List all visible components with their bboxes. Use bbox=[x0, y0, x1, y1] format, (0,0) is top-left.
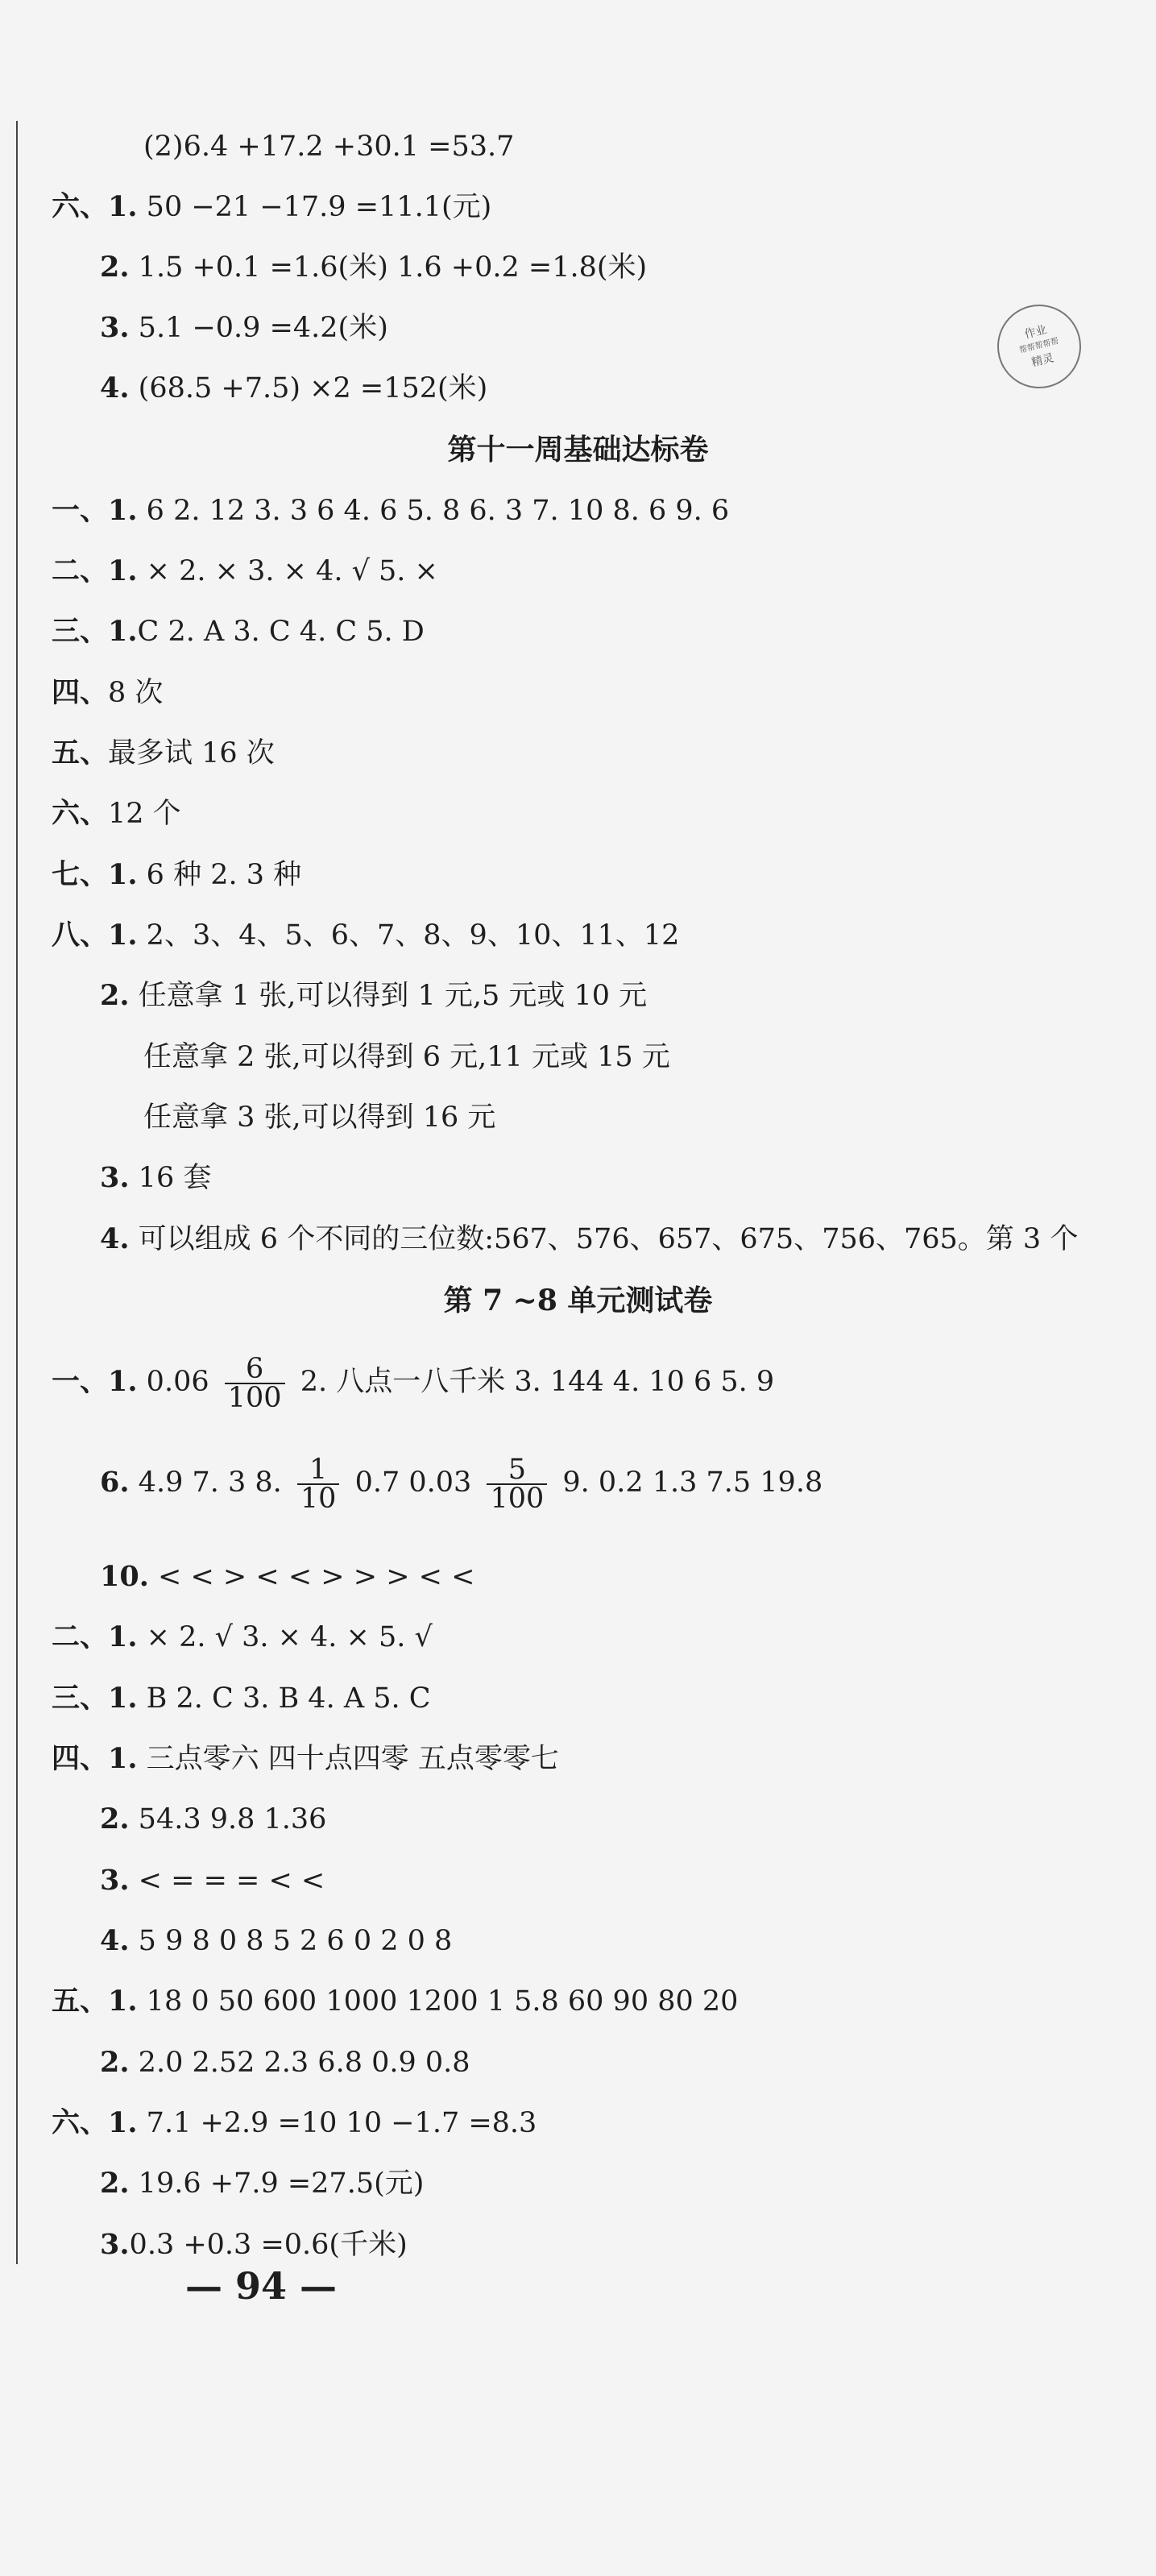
section-heading: 第 7 ~8 单元测试卷 bbox=[443, 1284, 713, 1317]
answer-text: C 2. A 3. C 4. C 5. D bbox=[137, 616, 425, 648]
question-label: 六、1. bbox=[52, 2106, 138, 2139]
answer-text: 50 −21 −17.9 =11.1(元) bbox=[137, 191, 492, 223]
question-label: 3. bbox=[100, 1161, 130, 1194]
answer-line bbox=[52, 918, 679, 953]
answer-text: 5.1 −0.9 =4.2(米) bbox=[129, 312, 388, 344]
fraction-denominator: 100 bbox=[487, 1483, 547, 1512]
answer-text: 5 9 8 0 8 5 2 6 0 2 0 8 bbox=[129, 1925, 453, 1957]
question-label: 2. bbox=[100, 979, 130, 1012]
question-label: 10. bbox=[100, 1560, 149, 1593]
answer-line bbox=[52, 736, 275, 771]
question-label: 三、1. bbox=[52, 615, 138, 648]
answer-line bbox=[143, 1100, 495, 1135]
question-label: 三、1. bbox=[52, 1682, 138, 1715]
answer-text: 2、3、4、5、6、7、8、9、10、11、12 bbox=[137, 919, 680, 952]
question-label: 2. bbox=[100, 251, 130, 284]
answer-text: 可以组成 6 个不同的三位数:567、576、657、675、756、765。第 3 个 bbox=[129, 1223, 1079, 1255]
answer-text: 0.06 bbox=[137, 1366, 209, 1398]
fraction-denominator: 100 bbox=[225, 1383, 285, 1412]
answer-line bbox=[52, 1984, 738, 2019]
answer-text: 7.1 +2.9 =10 10 −1.7 =8.3 bbox=[137, 2107, 537, 2139]
fraction bbox=[225, 1352, 285, 1414]
answer-text: × 2. × 3. × 4. √ 5. × bbox=[137, 555, 438, 587]
answer-line bbox=[143, 129, 514, 164]
answer-line bbox=[52, 493, 729, 529]
answer-line bbox=[52, 614, 425, 649]
answer-text: B 2. C 3. B 4. A 5. C bbox=[137, 1682, 431, 1715]
answer-text: 6 2. 12 3. 3 6 4. 6 5. 8 6. 3 7. 10 8. 6 9. 6 bbox=[137, 495, 730, 527]
answer-line bbox=[100, 1559, 474, 1595]
answer-line bbox=[52, 2105, 537, 2141]
answer-text: × 2. √ 3. × 4. × 5. √ bbox=[137, 1621, 433, 1653]
answer-line bbox=[52, 1620, 433, 1655]
answer-line bbox=[52, 554, 438, 589]
answer-text: 4.9 7. 3 8. bbox=[129, 1466, 282, 1499]
stamp-seal bbox=[988, 296, 1090, 397]
answer-line bbox=[52, 796, 181, 832]
answer-text: 8 次 bbox=[108, 677, 164, 709]
answer-line bbox=[100, 1863, 325, 1898]
answer-text: 12 个 bbox=[108, 798, 181, 830]
fraction-numerator: 5 bbox=[508, 1453, 526, 1486]
answer-line bbox=[52, 1741, 559, 1777]
answer-line bbox=[100, 1160, 211, 1196]
question-label: 4. bbox=[100, 1222, 130, 1255]
answer-text: 16 套 bbox=[129, 1162, 212, 1194]
stamp-text-1: 作业 bbox=[1023, 323, 1049, 342]
answer-text: 54.3 9.8 1.36 bbox=[129, 1803, 327, 1836]
answer-text: 任意拿 1 张,可以得到 1 元,5 元或 10 元 bbox=[129, 980, 648, 1012]
answer-text: 0.7 0.03 bbox=[354, 1466, 472, 1499]
question-label: 二、1. bbox=[52, 1620, 138, 1653]
answer-text: < = = = < < bbox=[129, 1865, 325, 1897]
answer-text: 最多试 16 次 bbox=[108, 737, 275, 769]
question-label: 2. bbox=[100, 2046, 130, 2079]
fraction bbox=[297, 1453, 340, 1515]
question-label: 2. bbox=[100, 2167, 130, 2200]
answer-text: 0.3 +0.3 =0.6(千米) bbox=[129, 2229, 408, 2261]
answer-text: < < > < < > > > < < bbox=[148, 1561, 475, 1593]
question-label: 四、1. bbox=[52, 1742, 138, 1775]
answer-text: 18 0 50 600 1000 1200 1 5.8 60 90 80 20 bbox=[137, 1985, 739, 2018]
answer-text: 1.5 +0.1 =1.6(米) 1.6 +0.2 =1.8(米) bbox=[129, 251, 648, 284]
question-label: 六、 bbox=[52, 797, 109, 830]
fraction bbox=[487, 1453, 547, 1515]
answer-line bbox=[100, 371, 487, 406]
question-label: 五、 bbox=[52, 736, 109, 769]
stamp-text-2: 帮帮帮帮帮 bbox=[1018, 337, 1060, 355]
answer-text: (68.5 +7.5) ×2 =152(米) bbox=[129, 372, 488, 404]
answer-line bbox=[52, 189, 491, 225]
question-label: 一、1. bbox=[52, 1365, 138, 1398]
answer-line bbox=[100, 1802, 326, 1837]
answer-line bbox=[52, 1342, 774, 1422]
answer-text: 6 种 2. 3 种 bbox=[137, 859, 302, 891]
answer-line bbox=[52, 1681, 431, 1716]
section-heading: 第十一周基础达标卷 bbox=[447, 433, 709, 467]
answer-text: 任意拿 3 张,可以得到 16 元 bbox=[143, 1101, 496, 1134]
question-label: 2. bbox=[100, 1802, 130, 1836]
fraction-denominator: 10 bbox=[297, 1483, 340, 1512]
question-label: 3. bbox=[100, 2228, 130, 2261]
question-label: 一、1. bbox=[52, 494, 138, 527]
question-label: 六、1. bbox=[52, 190, 138, 223]
answer-line bbox=[100, 250, 647, 285]
answer-line bbox=[100, 310, 388, 346]
stamp-text-3: 精灵 bbox=[1030, 351, 1055, 370]
question-label: 五、1. bbox=[52, 1985, 138, 2018]
answer-text: 2. 八点一八千米 3. 144 4. 10 6 5. 9 bbox=[300, 1366, 775, 1398]
answer-line bbox=[100, 2166, 424, 2201]
question-label: 八、1. bbox=[52, 919, 138, 952]
fraction-numerator: 1 bbox=[309, 1453, 328, 1486]
answer-line bbox=[100, 978, 647, 1014]
answer-text: 2.0 2.52 2.3 6.8 0.9 0.8 bbox=[129, 2047, 470, 2079]
answer-text: 9. 0.2 1.3 7.5 19.8 bbox=[562, 1466, 823, 1499]
answer-text: 任意拿 2 张,可以得到 6 元,11 元或 15 元 bbox=[143, 1041, 670, 1073]
answer-line bbox=[52, 675, 163, 711]
answer-line bbox=[100, 1442, 822, 1523]
answer-line bbox=[52, 857, 301, 893]
answer-line bbox=[143, 1039, 670, 1075]
question-label: 3. bbox=[100, 311, 130, 344]
question-label: 二、1. bbox=[52, 554, 138, 587]
answer-line bbox=[100, 1222, 1078, 1257]
answer-line bbox=[100, 2045, 470, 2080]
question-label: 七、1. bbox=[52, 858, 138, 891]
answer-text: 19.6 +7.9 =27.5(元) bbox=[129, 2167, 425, 2200]
answer-line bbox=[100, 1923, 452, 1959]
answer-line bbox=[100, 2227, 408, 2263]
fraction-numerator: 6 bbox=[246, 1352, 264, 1385]
answer-text: (2)6.4 +17.2 +30.1 =53.7 bbox=[143, 131, 515, 163]
answer-text: 三点零六 四十点四零 五点零零七 bbox=[137, 1743, 559, 1775]
question-label: 4. bbox=[100, 1924, 130, 1957]
question-label: 四、 bbox=[52, 676, 109, 709]
page-number: — 94 — bbox=[185, 2264, 338, 2308]
question-label: 6. bbox=[100, 1466, 130, 1499]
question-label: 3. bbox=[100, 1864, 130, 1897]
question-label: 4. bbox=[100, 371, 130, 404]
